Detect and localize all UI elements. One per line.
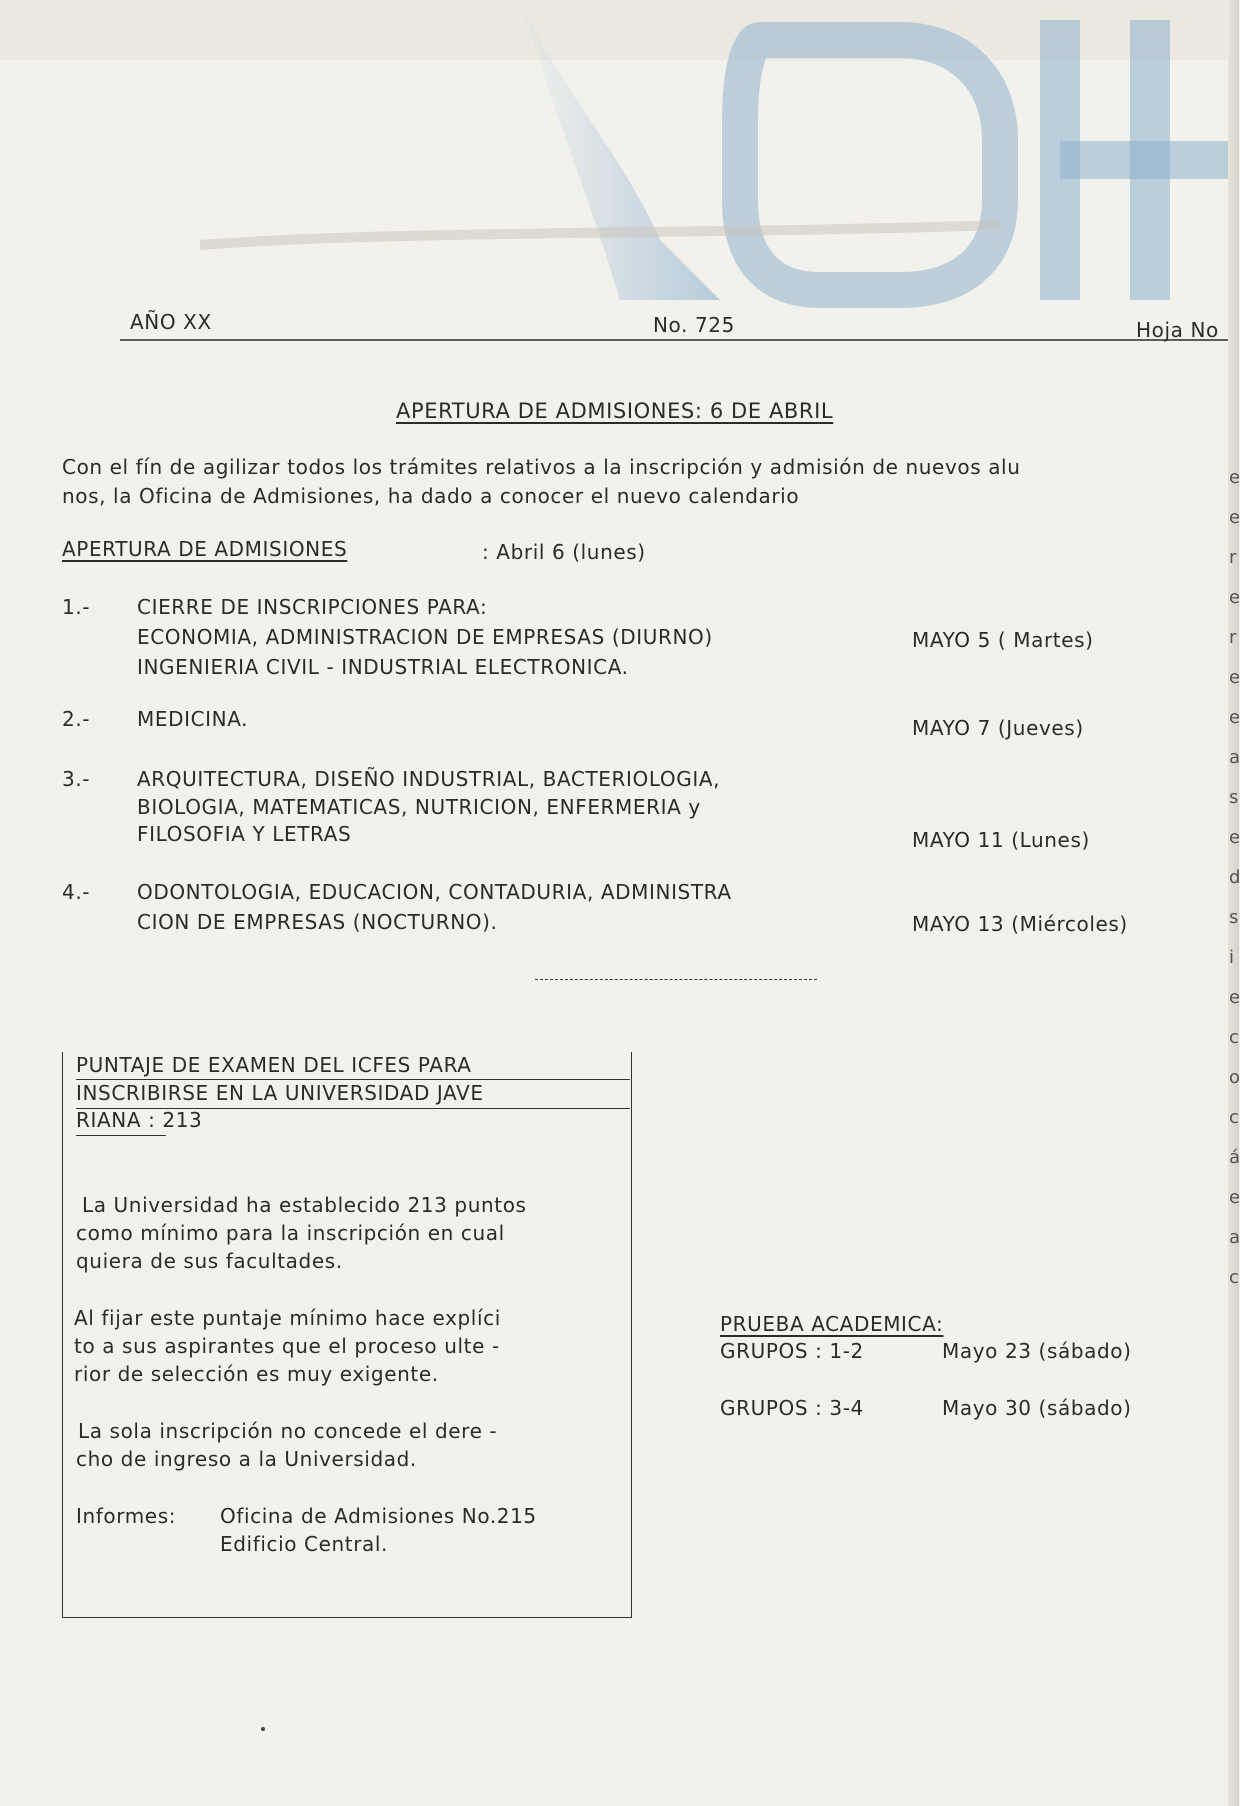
edge-letter: d: [1229, 867, 1240, 888]
item-line: MEDICINA.: [137, 707, 249, 731]
edge-letter: s: [1229, 907, 1239, 928]
item-number: 3.-: [62, 767, 91, 791]
adjacent-page-edge: [1228, 0, 1239, 1806]
intro-line-1: Con el fín de agilizar todos los trámites relativos a la inscripción y admisión de nuevos alu: [62, 455, 1021, 479]
edge-letter: c: [1229, 1267, 1239, 1288]
box-paragraph-line: Al fijar este puntaje mínimo hace explíci: [74, 1306, 501, 1330]
prueba-title: PRUEBA ACADEMICA:: [720, 1312, 944, 1336]
edge-letter: a: [1229, 747, 1240, 768]
box-paragraph-line: quiera de sus facultades.: [76, 1249, 343, 1273]
logo-text: HOY: [1000, 112, 1021, 123]
item-line: ECONOMIA, ADMINISTRACION DE EMPRESAS (DIURNO): [137, 625, 713, 649]
edge-letter: e: [1229, 987, 1240, 1008]
item-line: CIERRE DE INSCRIPCIONES PARA:: [137, 595, 488, 619]
item-line: CION DE EMPRESAS (NOCTURNO).: [137, 910, 498, 934]
item-line: BIOLOGIA, MATEMATICAS, NUTRICION, ENFERMERIA y: [137, 795, 701, 819]
edge-letter: o: [1229, 1067, 1240, 1088]
box-heading-line: PUNTAJE DE EXAMEN DEL ICFES PARA: [76, 1053, 472, 1077]
page-title: APERTURA DE ADMISIONES: 6 DE ABRIL: [396, 399, 834, 423]
box-paragraph-line: cho de ingreso a la Universidad.: [76, 1447, 417, 1471]
edge-letter: c: [1229, 1027, 1239, 1048]
edge-letter: r: [1229, 547, 1237, 568]
edge-letter: e: [1229, 1187, 1240, 1208]
edge-letter: i: [1229, 947, 1235, 968]
box-paragraph-line: La sola inscripción no concede el dere -: [78, 1419, 498, 1443]
item-date: MAYO 11 (Lunes): [912, 828, 1090, 852]
apertura-value: : Abril 6 (lunes): [482, 540, 646, 564]
prueba-date: Mayo 23 (sábado): [942, 1339, 1132, 1363]
page-speck: [261, 1727, 265, 1731]
box-heading-rule: [76, 1135, 166, 1136]
edge-letter: s: [1229, 787, 1239, 808]
prueba-date: Mayo 30 (sábado): [942, 1396, 1132, 1420]
box-heading-rule: [76, 1079, 630, 1080]
item-line: INGENIERIA CIVIL - INDUSTRIAL ELECTRONICA.: [137, 655, 629, 679]
item-date: MAYO 7 (Jueves): [912, 716, 1084, 740]
masthead-banner: [0, 0, 1239, 350]
header-year: AÑO XX: [130, 310, 212, 334]
apertura-label: APERTURA DE ADMISIONES: [62, 537, 348, 561]
edge-letter: a: [1229, 1227, 1240, 1248]
item-line: ODONTOLOGIA, EDUCACION, CONTADURIA, ADMINISTRA: [137, 880, 732, 904]
edge-letter: e: [1229, 507, 1240, 528]
edge-letter: e: [1229, 667, 1240, 688]
box-paragraph-line: to a sus aspirantes que el proceso ulte -: [74, 1334, 500, 1358]
edge-letter: r: [1229, 627, 1237, 648]
prueba-group: GRUPOS : 1-2: [720, 1339, 864, 1363]
item-number: 2.-: [62, 707, 91, 731]
edge-letter: e: [1229, 707, 1240, 728]
prueba-group: GRUPOS : 3-4: [720, 1396, 864, 1420]
box-heading-line: RIANA : 213: [76, 1108, 203, 1132]
edge-letter: e: [1229, 827, 1240, 848]
item-date: MAYO 13 (Miércoles): [912, 912, 1128, 936]
informes-line: Oficina de Admisiones No.215: [220, 1504, 537, 1528]
box-paragraph-line: rior de selección es muy exigente.: [74, 1362, 439, 1386]
header-number: No. 725: [653, 313, 735, 337]
edge-letter: e: [1229, 587, 1240, 608]
item-date: MAYO 5 ( Martes): [912, 628, 1094, 652]
header-sheet: Hoja No: [1136, 318, 1219, 342]
edge-letter: á: [1229, 1147, 1240, 1168]
box-paragraph-line: como mínimo para la inscripción en cual: [76, 1221, 505, 1245]
informes-line: Edificio Central.: [220, 1532, 389, 1556]
informes-label: Informes:: [76, 1504, 177, 1528]
item-number: 4.-: [62, 880, 91, 904]
item-line: ARQUITECTURA, DISEÑO INDUSTRIAL, BACTERIOLOGIA,: [137, 767, 721, 791]
edge-letter: e: [1229, 467, 1240, 488]
intro-line-2: nos, la Oficina de Admisiones, ha dado a conocer el nuevo calendario: [62, 484, 800, 508]
section-divider: [535, 979, 817, 980]
item-line: FILOSOFIA Y LETRAS: [137, 822, 352, 846]
edge-letter: c: [1229, 1107, 1239, 1128]
box-paragraph-line: La Universidad ha establecido 213 puntos: [82, 1193, 527, 1217]
box-heading-line: INSCRIBIRSE EN LA UNIVERSIDAD JAVE: [76, 1081, 484, 1105]
item-number: 1.-: [62, 595, 91, 619]
